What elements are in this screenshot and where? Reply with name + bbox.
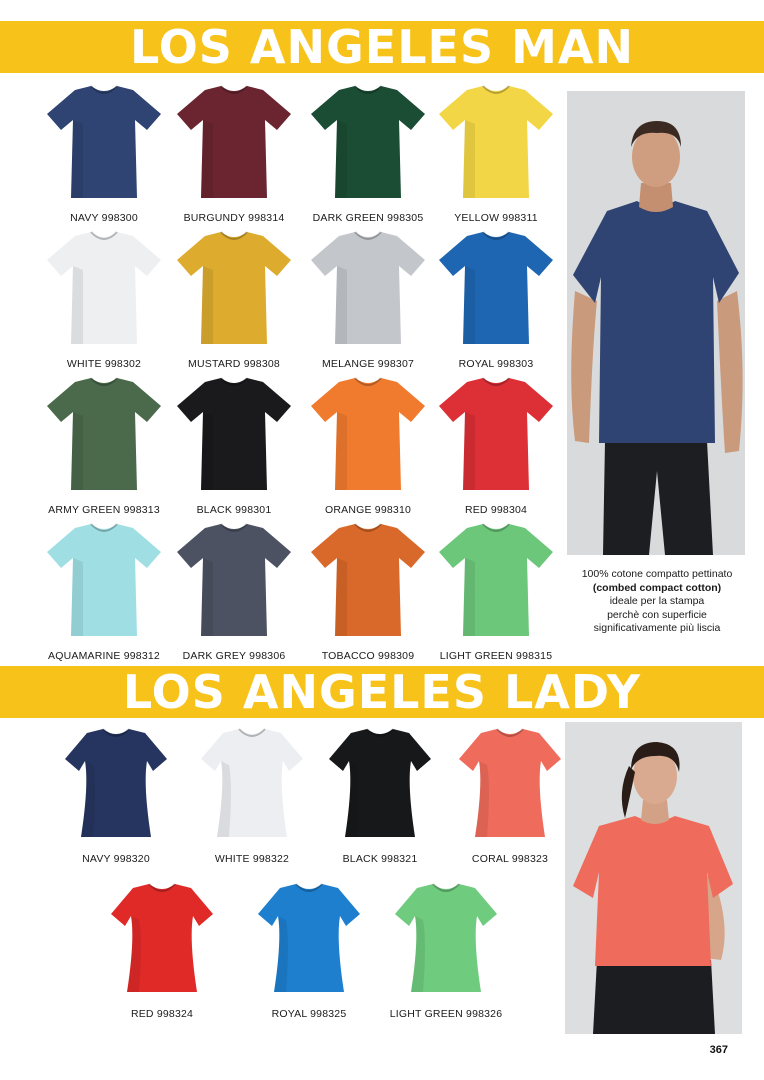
lady-model-photo <box>565 722 742 1034</box>
tshirt-image <box>175 376 293 494</box>
lady-product-5 <box>98 880 226 1020</box>
product-caption: DARK GREEN 998305 <box>312 212 424 224</box>
tshirt-image <box>309 376 427 494</box>
product-caption: ORANGE 998310 <box>324 504 412 516</box>
section-title-man: LOS ANGELES MAN <box>130 20 634 74</box>
product-caption: RED 998304 <box>464 504 528 516</box>
tshirt-image <box>175 230 293 348</box>
man-product-8 <box>432 230 560 370</box>
tshirt-image <box>387 880 505 998</box>
man-product-12 <box>432 376 560 516</box>
tshirt-image <box>437 522 555 640</box>
lady-product-6 <box>245 880 373 1020</box>
tshirt-image <box>321 725 439 843</box>
fabric-description <box>567 568 747 636</box>
tshirt-image <box>45 230 163 348</box>
tshirt-image <box>309 84 427 202</box>
man-product-1 <box>40 84 168 224</box>
tshirt-image <box>45 376 163 494</box>
tshirt-image <box>451 725 569 843</box>
section-title-lady: LOS ANGELES LADY <box>122 665 642 719</box>
product-caption: AQUAMARINE 998312 <box>48 650 160 662</box>
product-caption: BURGUNDY 998314 <box>183 212 285 224</box>
tshirt-image <box>437 376 555 494</box>
description-line-5: significativamente più liscia <box>593 622 721 634</box>
section-banner-lady <box>0 666 764 718</box>
product-caption: WHITE 998322 <box>214 853 290 865</box>
lady-product-7 <box>382 880 510 1020</box>
product-caption: RED 998324 <box>130 1008 194 1020</box>
product-caption: LIGHT GREEN 998315 <box>439 650 553 662</box>
product-caption: DARK GREY 998306 <box>182 650 286 662</box>
product-caption: MUSTARD 998308 <box>188 358 280 370</box>
man-product-7 <box>304 230 432 370</box>
man-model-photo <box>567 91 745 555</box>
product-caption: MELANGE 998307 <box>321 358 415 370</box>
product-caption: ROYAL 998325 <box>271 1008 347 1020</box>
man-product-3 <box>304 84 432 224</box>
lady-product-2 <box>188 725 316 865</box>
product-caption: WHITE 998302 <box>66 358 142 370</box>
tshirt-image <box>250 880 368 998</box>
description-line-4: perchè con superficie <box>607 608 707 621</box>
product-caption: NAVY 998300 <box>70 212 138 224</box>
man-product-6 <box>170 230 298 370</box>
tshirt-image <box>103 880 221 998</box>
tshirt-image <box>437 230 555 348</box>
tshirt-image <box>45 84 163 202</box>
tshirt-image <box>57 725 175 843</box>
product-caption: YELLOW 998311 <box>454 212 538 224</box>
tshirt-image <box>175 522 293 640</box>
product-caption: ROYAL 998303 <box>458 358 534 370</box>
product-caption: BLACK 998321 <box>342 853 418 865</box>
description-line-3: ideale per la stampa <box>609 595 705 607</box>
description-line-1: 100% cotone compatto pettinato <box>581 568 733 580</box>
man-product-11 <box>304 376 432 516</box>
tshirt-image <box>45 522 163 640</box>
product-caption: LIGHT GREEN 998326 <box>389 1008 503 1020</box>
product-caption: BLACK 998301 <box>196 504 272 516</box>
product-caption: TOBACCO 998309 <box>321 650 415 662</box>
tshirt-image <box>309 522 427 640</box>
man-product-14 <box>170 522 298 662</box>
section-banner-man <box>0 21 764 73</box>
man-product-4 <box>432 84 560 224</box>
tshirt-image <box>437 84 555 202</box>
man-product-2 <box>170 84 298 224</box>
product-caption: NAVY 998320 <box>82 853 150 865</box>
tshirt-image <box>175 84 293 202</box>
man-product-5 <box>40 230 168 370</box>
product-caption: CORAL 998323 <box>471 853 549 865</box>
description-line-2: (combed compact cotton) <box>592 581 722 594</box>
lady-product-4 <box>446 725 574 865</box>
man-product-16 <box>432 522 560 662</box>
man-product-10 <box>170 376 298 516</box>
page-number: 367 <box>709 1044 728 1056</box>
man-product-15 <box>304 522 432 662</box>
man-product-13 <box>40 522 168 662</box>
lady-product-3 <box>316 725 444 865</box>
tshirt-image <box>193 725 311 843</box>
man-product-9 <box>40 376 168 516</box>
product-caption: ARMY GREEN 998313 <box>48 504 160 516</box>
tshirt-image <box>309 230 427 348</box>
lady-product-1 <box>52 725 180 865</box>
